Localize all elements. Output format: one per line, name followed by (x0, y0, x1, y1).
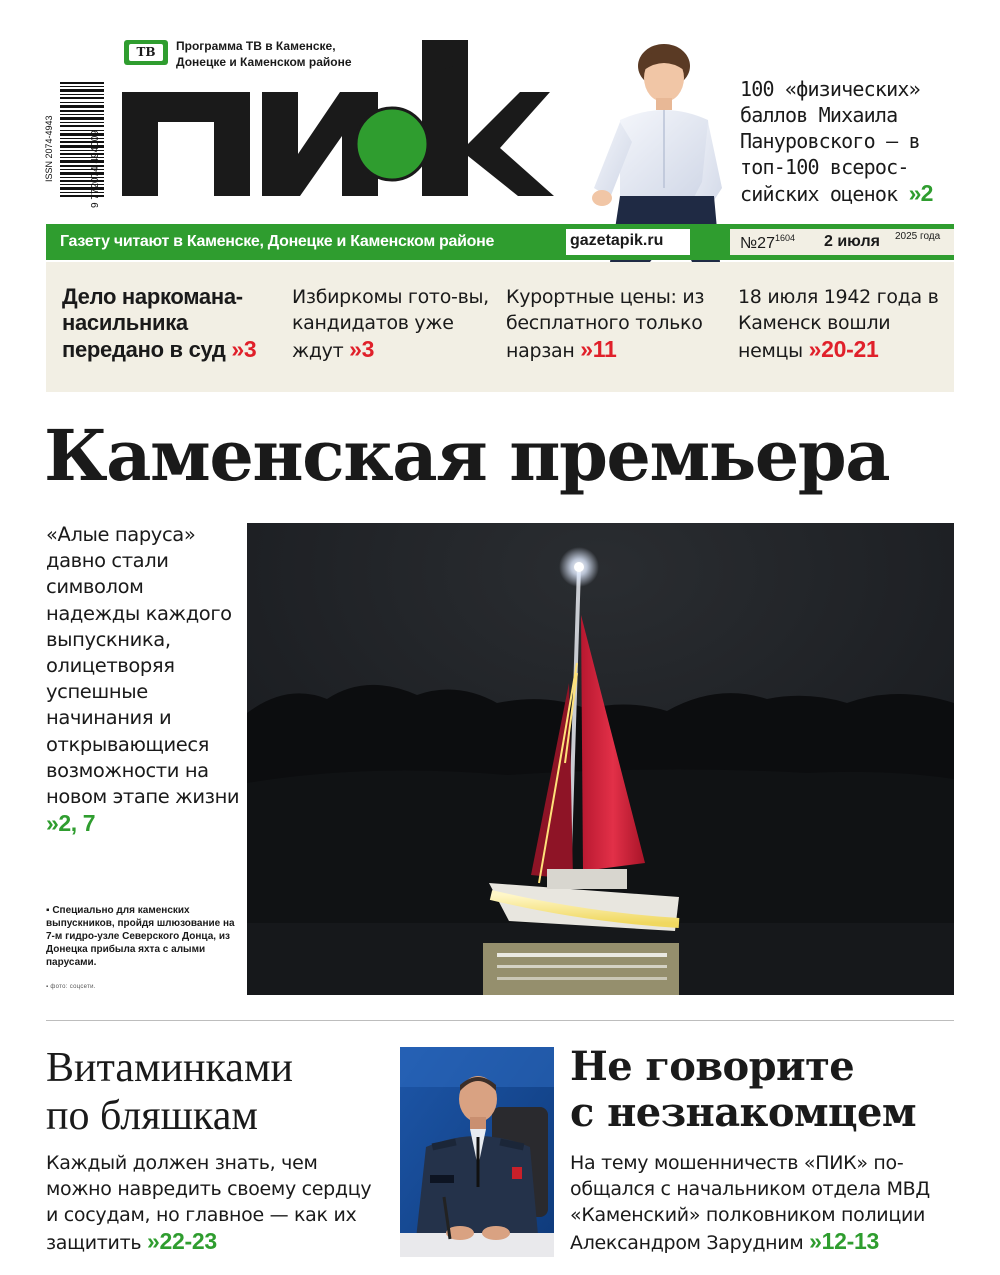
story-police-text: На тему мошенничеств «ПИК» по-общался с начальником отдела МВД «Каменский» полковником полиции Александром Зарудним (570, 1152, 930, 1254)
tv-program-line1: Программа ТВ в Каменске, (176, 39, 336, 53)
teaser-text: Курортные цены: из бесплатного только нарзан (506, 286, 705, 362)
caption-text: Специально для каменских выпускников, пройдя шлюзование на 7-м гидро-узле Северского Донца, из Донецка прибыла яхта с алыми парусами. (46, 905, 235, 968)
teaser-text: 18 июля 1942 года в Каменск вошли немцы (738, 286, 939, 362)
teaser-item[interactable] (62, 284, 282, 363)
issue-number-total: 1604 (774, 233, 795, 243)
teaser-page-ref[interactable]: »3 (349, 336, 375, 362)
photo-credit: ▪ фото: соцсети. (46, 984, 96, 990)
main-lead (46, 522, 242, 836)
teaser-item[interactable] (738, 284, 954, 364)
yacht-photo (247, 523, 954, 995)
top-teaser-text: 100 «физических» баллов Михаила Пануровского — в топ-100 всерос-сийских оценок (740, 77, 920, 206)
top-teaser-page-ref[interactable]: »2 (908, 180, 933, 206)
main-headline[interactable]: Каменская премьера (44, 414, 890, 497)
issue-year: 2025 года (895, 231, 941, 242)
story-police-page-ref[interactable]: »12-13 (809, 1228, 879, 1254)
teaser-text: Избиркомы гото-вы, кандидатов уже ждут (292, 286, 489, 362)
newspaper-logo[interactable] (122, 40, 554, 200)
story-health-title-line1: Витаминками (46, 1045, 293, 1091)
teaser-item[interactable] (506, 284, 726, 364)
tv-program-line2: Донецке и Каменском районе (176, 55, 352, 69)
story-police-title-line1: Не говорите (570, 1043, 855, 1090)
teaser-text: Дело наркомана-насильника передано в суд (62, 284, 243, 362)
teaser-page-ref[interactable]: »3 (231, 336, 257, 362)
teaser-item[interactable] (292, 284, 492, 364)
story-health-page-ref[interactable]: »22-23 (147, 1228, 217, 1254)
teaser-page-ref[interactable]: »20-21 (808, 336, 879, 362)
barcode-number: 9 772074 494009 (90, 130, 101, 208)
story-health-title-line2: по бляшкам (46, 1093, 258, 1139)
info-strip (46, 224, 954, 260)
photo-caption (46, 904, 236, 969)
issue-number-main: №27 (740, 235, 775, 252)
story-police-title[interactable] (570, 1044, 970, 1136)
website-box[interactable] (566, 229, 690, 255)
lead-page-ref[interactable]: »2, 7 (46, 810, 96, 837)
caption-bullet: ▪ (46, 905, 53, 916)
story-health-text: Каждый должен знать, чем можно навредить своему сердцу и сосудам, но главное — как их защитить (46, 1152, 372, 1254)
story-police-lead (570, 1150, 960, 1256)
issue-date: 2 июля (824, 233, 880, 250)
teaser-page-ref[interactable]: »11 (580, 336, 617, 362)
section-divider (46, 1020, 954, 1021)
story-health-lead (46, 1150, 376, 1256)
readership-note: Газету читают в Каменске, Донецке и Каменском районе (60, 233, 495, 250)
website-link[interactable]: gazetapik.ru (570, 232, 664, 249)
story-police-title-line2: с незнакомцем (570, 1089, 916, 1136)
issue-box (730, 229, 954, 255)
teasers-band (46, 262, 954, 392)
issn-number: ISSN 2074-4943 (44, 115, 54, 182)
top-teaser[interactable] (740, 76, 970, 207)
photo-credit-text: фото: соцсети. (50, 984, 96, 990)
tv-badge-label: ТВ (129, 44, 163, 61)
lead-text: «Алые паруса» давно стали символом надежды каждого выпускника, олицетворяя успешные начинания и открывающиеся возможности на новом этапе жизни (46, 523, 240, 809)
officer-photo (400, 1047, 554, 1257)
issue-number (740, 233, 795, 253)
story-health-title[interactable] (46, 1044, 376, 1140)
